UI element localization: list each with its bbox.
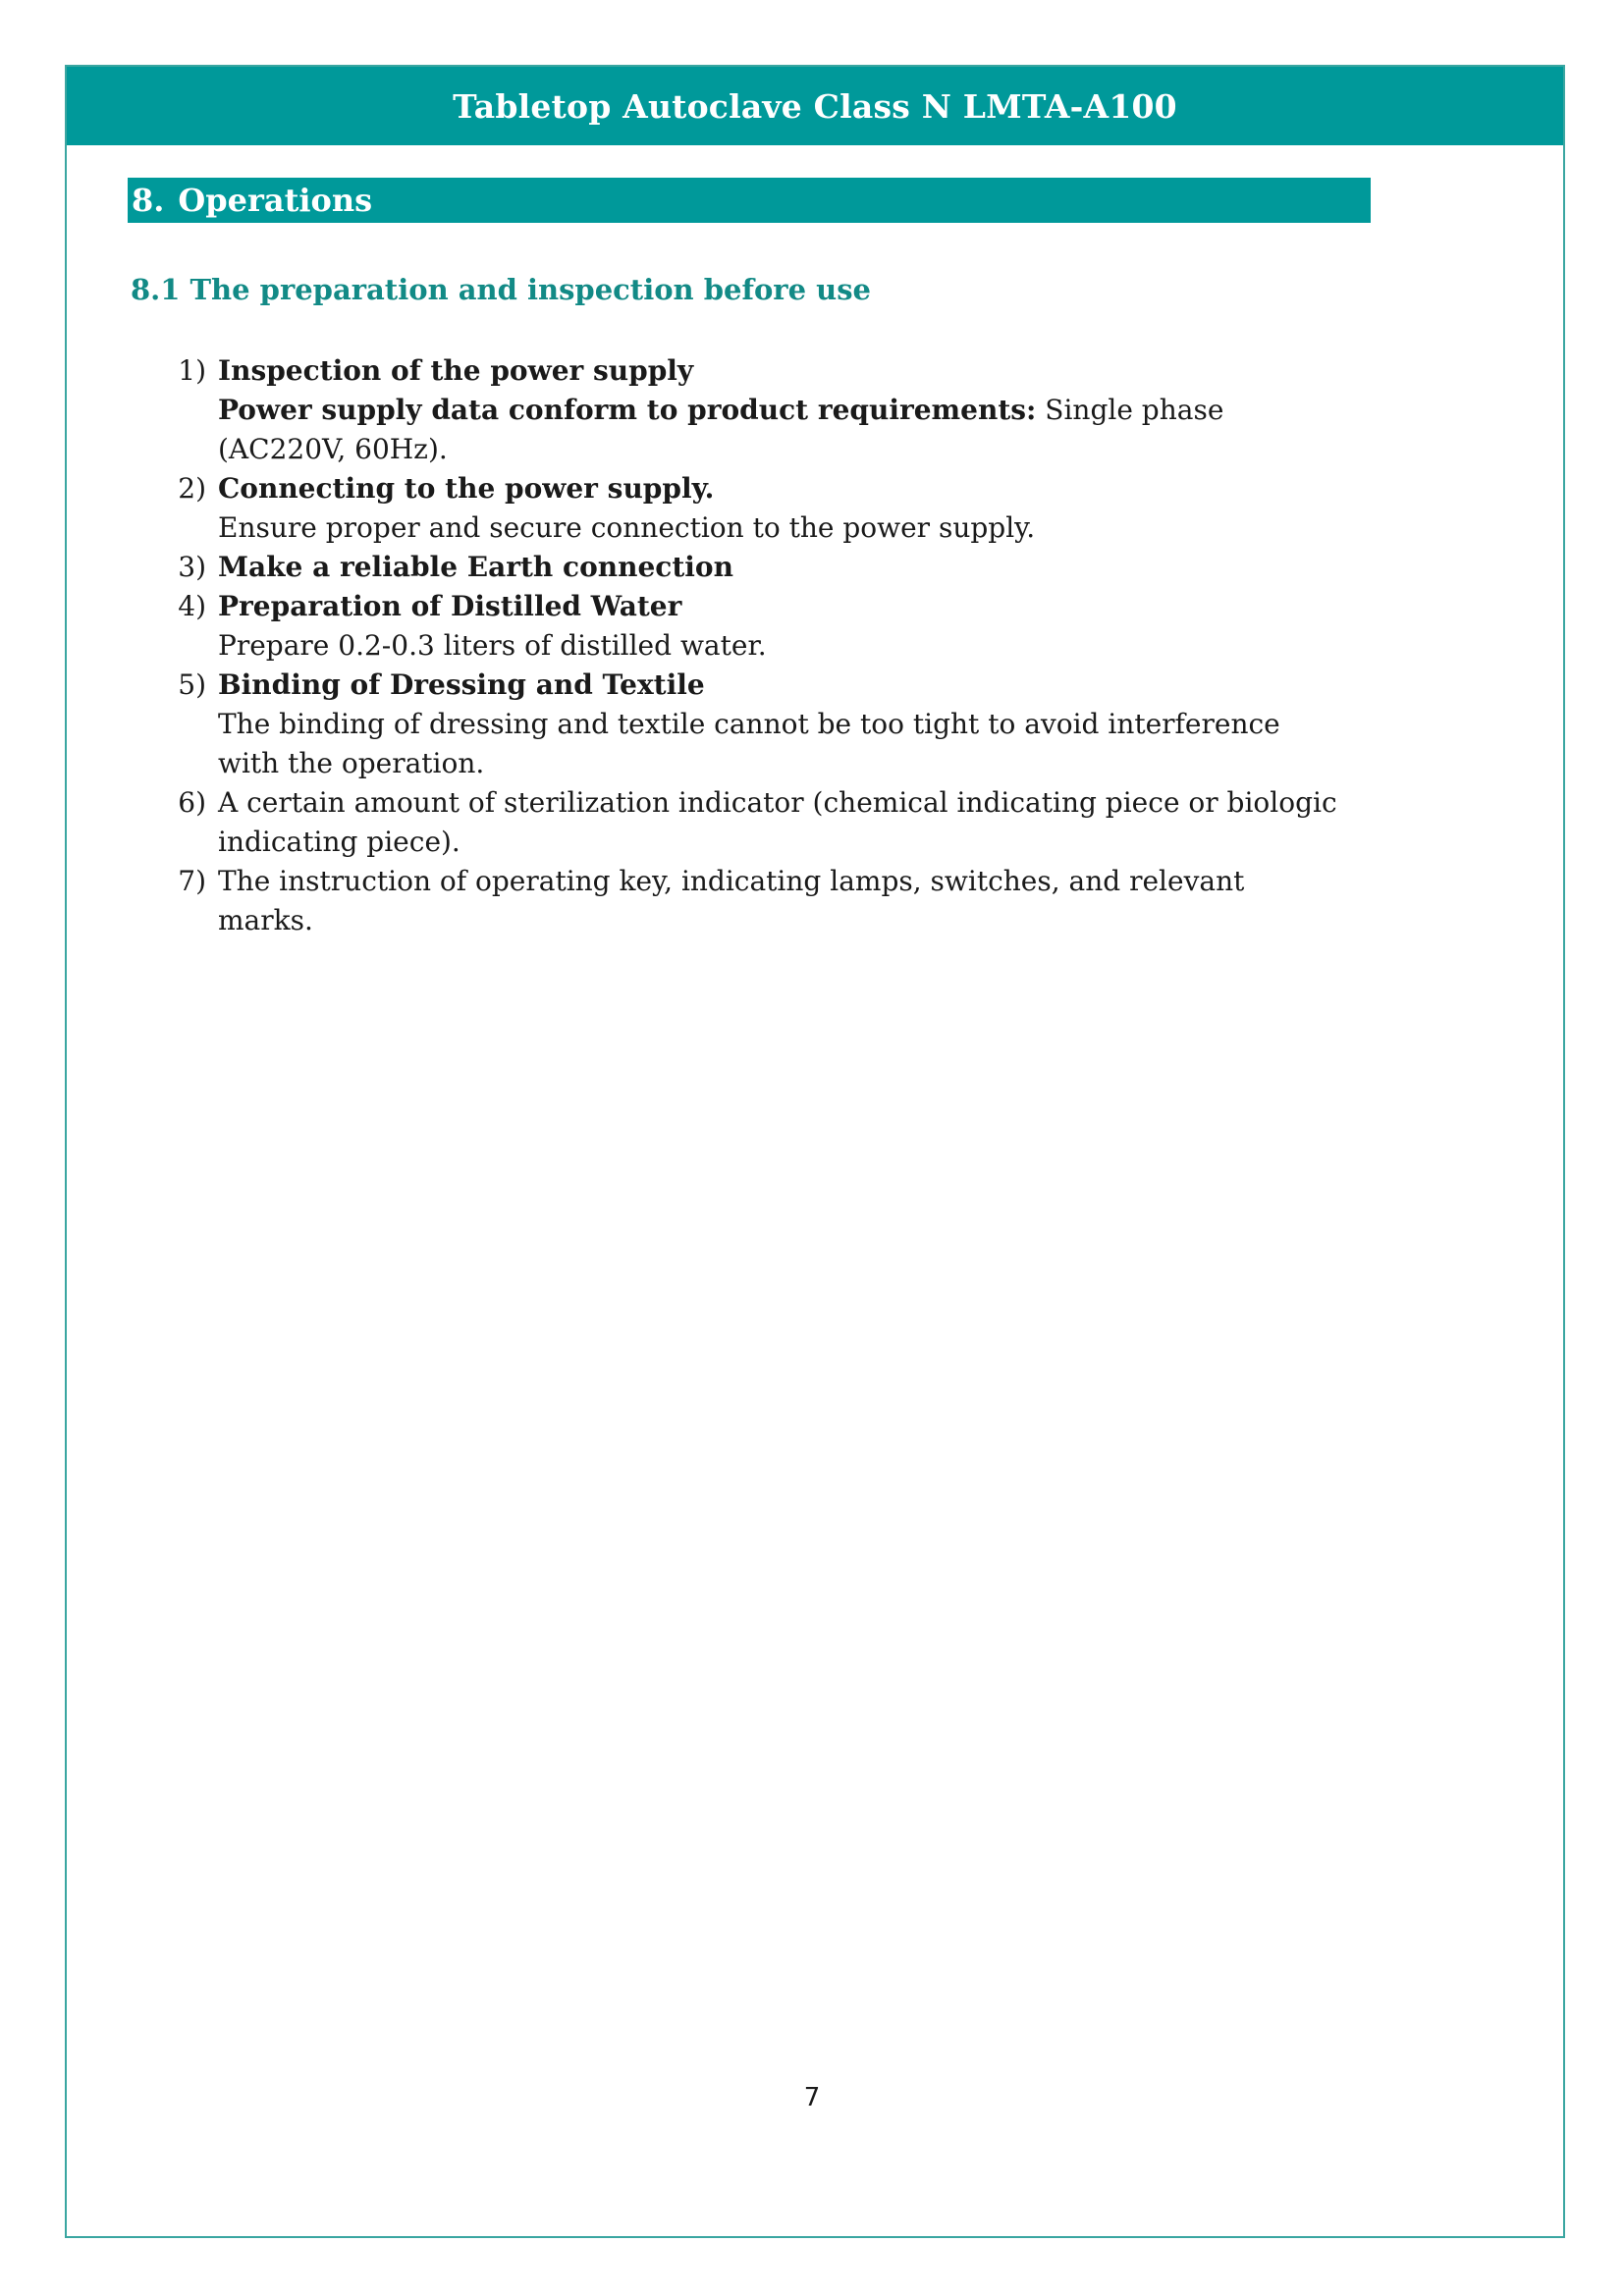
- step-number: 2): [178, 472, 206, 505]
- subsection-heading: [131, 273, 871, 306]
- step-number: 7): [178, 865, 206, 897]
- subsection-number: 8.1: [131, 273, 181, 306]
- section-heading: [132, 182, 372, 219]
- section-number: 8.: [132, 182, 165, 219]
- step-text: The instruction of operating key, indicating lamps, switches, and relevant marks.: [218, 865, 1245, 936]
- preparation-steps-list: [157, 351, 1434, 940]
- list-item: [157, 469, 1434, 548]
- section-title: Operations: [178, 182, 373, 219]
- header-bar: [67, 67, 1563, 145]
- step-detail: The binding of dressing and textile cannot be too tight to avoid interference with the operation.: [218, 708, 1280, 779]
- step-title: Inspection of the power supply: [218, 354, 694, 387]
- list-item: [157, 783, 1434, 862]
- step-title: Preparation of Distilled Water: [218, 590, 682, 622]
- step-number: 1): [178, 354, 206, 387]
- list-item: [157, 666, 1434, 783]
- step-title: Connecting to the power supply.: [218, 472, 715, 505]
- step-text: A certain amount of sterilization indicator (chemical indicating piece or biologic indicating piece).: [218, 786, 1337, 858]
- page-number: 7: [803, 2083, 821, 2112]
- step-number: 4): [178, 590, 206, 622]
- subsection-title: The preparation and inspection before use: [189, 273, 871, 306]
- step-detail-label: Power supply data conform to product requirements:: [218, 394, 1037, 426]
- section-heading-bar: [128, 178, 1371, 223]
- step-number: 5): [178, 668, 206, 701]
- document-title: Tabletop Autoclave Class N LMTA-A100: [453, 86, 1177, 126]
- step-title: Binding of Dressing and Textile: [218, 668, 705, 701]
- step-number: 6): [178, 786, 206, 819]
- step-detail: Ensure proper and secure connection to the power supply.: [218, 511, 1036, 544]
- step-number: 3): [178, 551, 206, 583]
- list-item: [157, 862, 1434, 940]
- step-detail: Prepare 0.2-0.3 liters of distilled water.: [218, 629, 767, 662]
- list-item: [157, 548, 1434, 587]
- list-item: [157, 587, 1434, 666]
- step-detail: Single phase (AC220V, 60Hz).: [218, 394, 1224, 465]
- step-title: Make a reliable Earth connection: [218, 551, 733, 583]
- list-item: [157, 351, 1434, 469]
